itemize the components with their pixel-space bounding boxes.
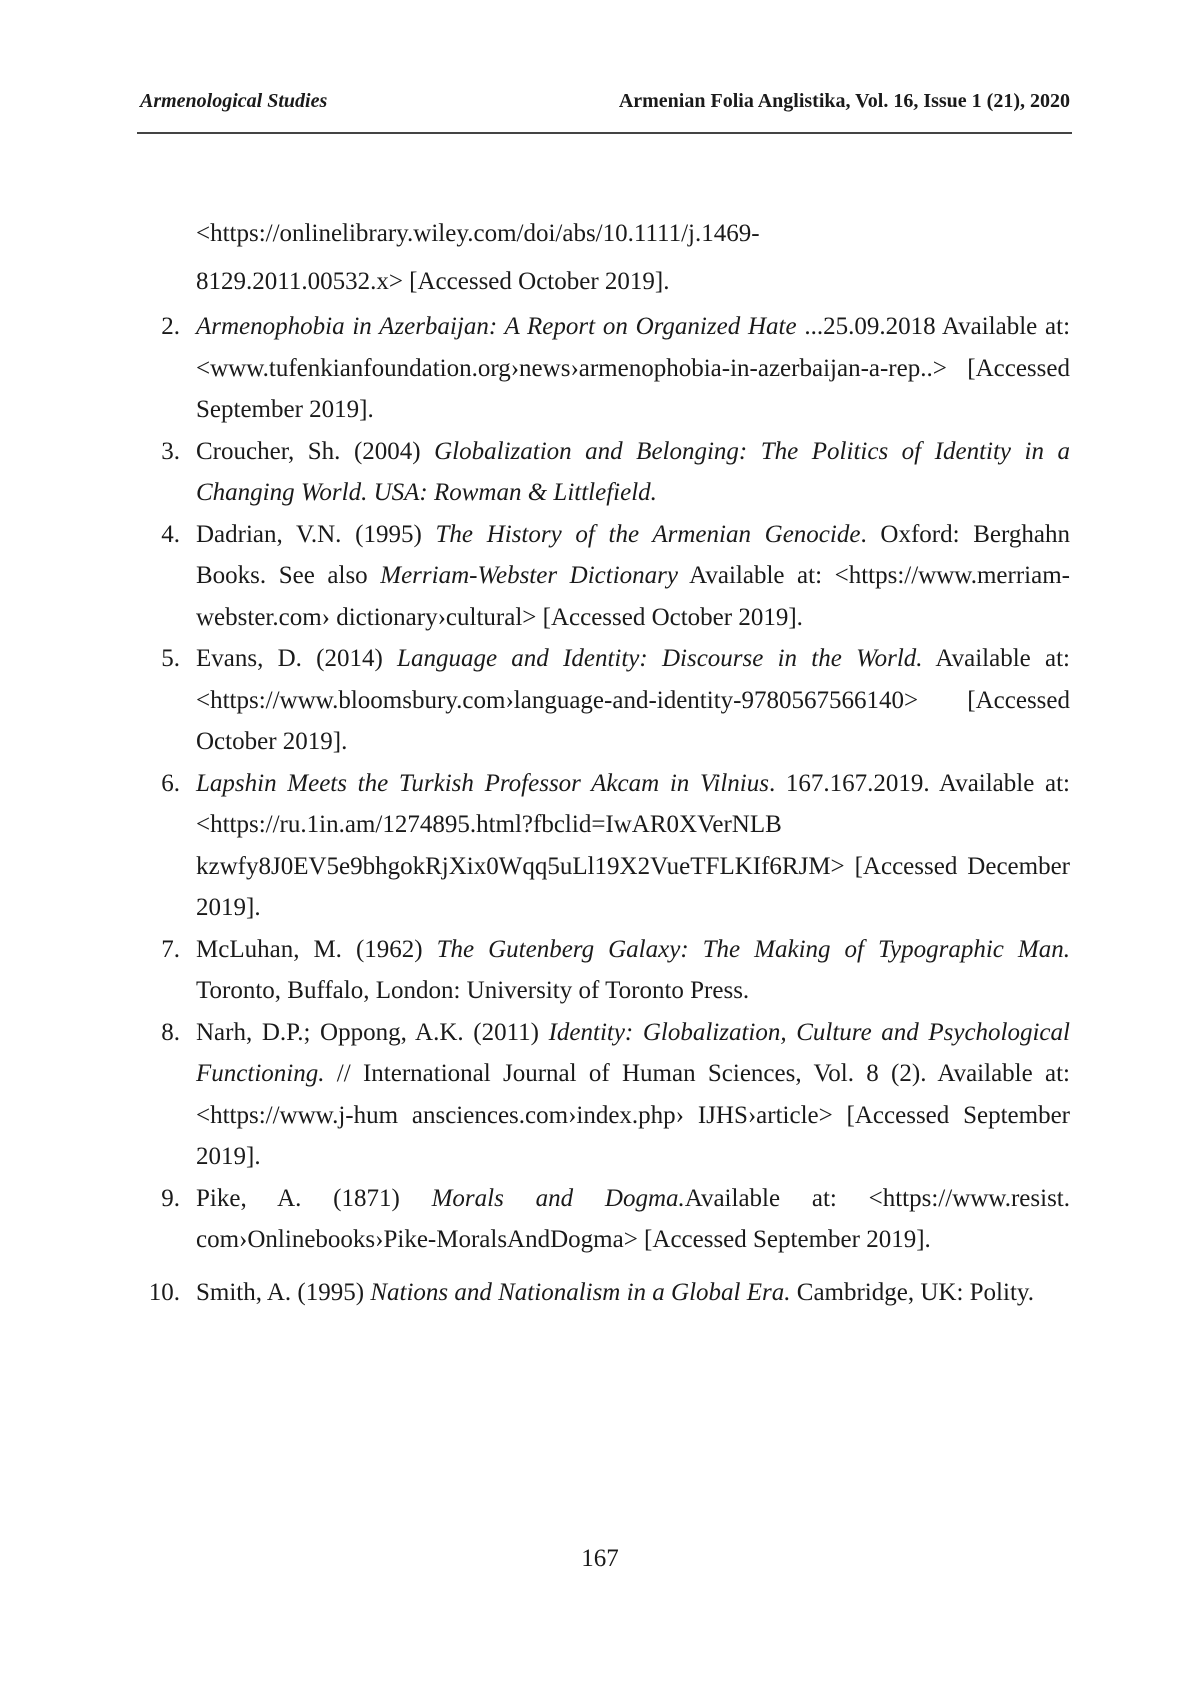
reference-details: Toronto, Buffalo, London: University of Toronto Press. [196,977,750,1004]
reference-number: 9. [161,1184,180,1212]
reference-details: // International Journal of Human Sciences, Vol. 8 (2). Available at: <https://www.j-hum ansciences.com›index.php› IJHS›article> [Accessed September 2019]. [196,1060,1070,1170]
continuation-line-2: 8129.2011.00532.x> [Accessed October 2019]. [196,268,670,295]
reference-number: 4. [161,520,180,548]
header-divider [137,132,1072,134]
reference-title: Armenophobia in Azerbaijan: A Report on Organized Hate [196,313,797,340]
reference-title-secondary: Merriam-Webster Dictionary [380,562,678,589]
reference-title: The Gutenberg Galaxy: The Making of Typographic Man. [436,935,1070,963]
reference-continuation [140,210,1070,306]
reference-number: 2. [161,313,180,340]
reference-title: Identity: Globalization, Culture and Psychological Functioning. [196,1018,1070,1087]
reference-number: 10. [148,1278,180,1306]
reference-item-6 [140,763,1070,929]
reference-details: ...25.09.2018 Available at: <www.tufenkianfoundation.org›news›armenophobia-in-azerbaijan-a-rep..> [Accessed September 2019]. [196,313,1071,423]
reference-item-3 [140,431,1070,514]
reference-author: Narh, D.P.; Oppong, A.K. (2011) [196,1018,549,1046]
reference-details: Available at: <https://www.resist. com›Onlinebooks›Pike-MoralsAndDogma> [Accessed September 2019]. [196,1184,1070,1253]
reference-item-4 [140,514,1070,639]
continuation-line-1: <https://onlinelibrary.wiley.com/doi/abs/10.1111/j.1469- [196,220,760,247]
reference-item-7 [140,929,1070,1012]
reference-author: Smith, A. (1995) [196,1278,371,1306]
reference-author: Dadrian, V.N. (1995) [196,520,436,548]
reference-list [140,210,1070,1317]
reference-details: Available at: <https://www.merriam-webster.com› dictionary›cultural> [Accessed October 2019]. [196,562,1070,631]
journal-section-title: Armenological Studies [140,90,328,112]
reference-title: Lapshin Meets the Turkish Professor Akcam in Vilnius [196,769,769,797]
reference-item-8 [140,1012,1070,1178]
reference-item-2 [140,306,1070,431]
reference-item-5 [140,638,1070,763]
reference-details: . 167.167.2019. Available at: <https://ru.1in.am/1274895.html?fbclid=IwAR0XVerNLB kzwfy8J0EV5e9bhgokRjXix0Wqq5uLl19X2VueTFLKIf6RJM> [Accessed December 2019]. [196,769,1070,921]
running-header [140,84,1070,124]
journal-issue-info: Armenian Folia Anglistika, Vol. 16, Issue 1 (21), 2020 [618,90,1070,112]
reference-number: 8. [161,1018,180,1046]
reference-author: Evans, D. (2014) [196,645,398,672]
reference-author: Pike, A. (1871) [196,1184,432,1212]
reference-number: 3. [161,437,180,465]
reference-publisher: . Oxford: Berghahn Books. See also [196,520,1070,589]
reference-title: Globalization and Belonging: The Politics of Identity in a Changing World. USA: Rowman & Littlefield. [196,437,1070,506]
reference-title: The History of the Armenian Genocide [435,520,861,548]
reference-title: Language and Identity: Discourse in the World. [397,645,923,672]
reference-number: 6. [161,769,180,797]
reference-details: Cambridge, UK: Polity. [790,1278,1035,1306]
reference-item-10 [140,1269,1070,1317]
page-number: 167 [581,1545,619,1572]
reference-title: Nations and Nationalism in a Global Era. [370,1278,791,1306]
reference-number: 7. [161,935,180,963]
reference-author: McLuhan, M. (1962) [196,935,437,963]
reference-details: Available at: <https://www.bloomsbury.com›language-and-identity-9780567566140> [Accessed October 2019]. [196,645,1070,755]
reference-number: 5. [161,645,180,672]
reference-author: Croucher, Sh. (2004) [196,437,435,465]
reference-title: Morals and Dogma. [431,1184,685,1212]
reference-item-9 [140,1178,1070,1261]
